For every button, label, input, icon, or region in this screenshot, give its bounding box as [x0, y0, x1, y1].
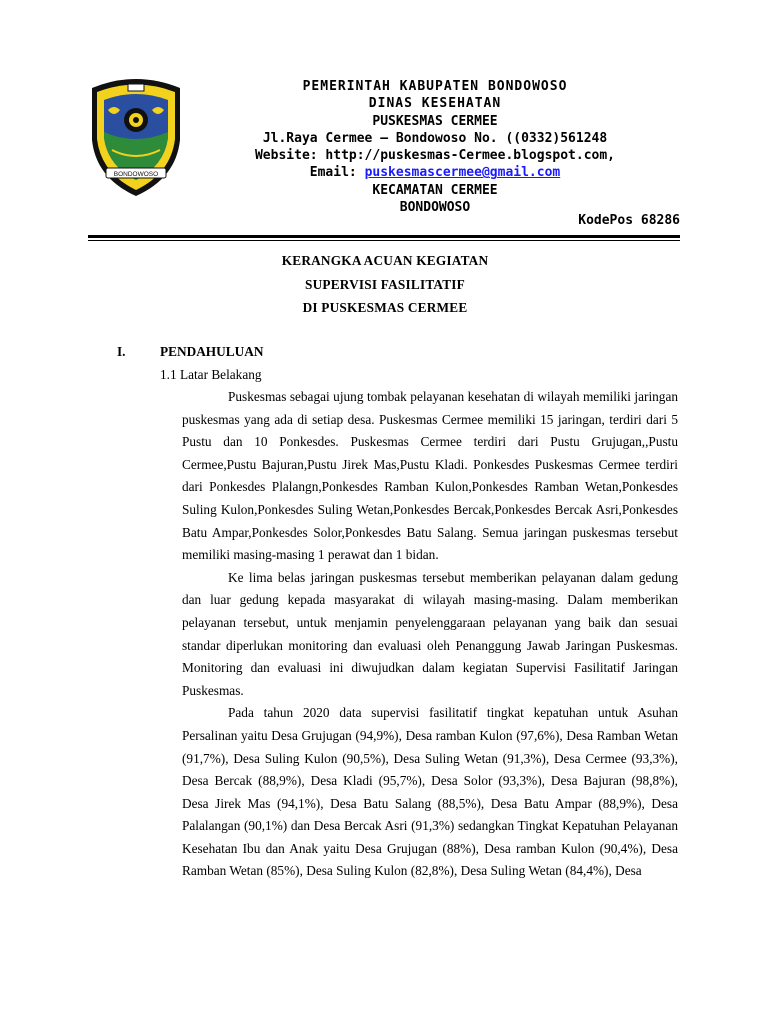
email-label: Email: [309, 165, 357, 181]
email-link[interactable]: puskesmascermee@gmail.com [364, 165, 561, 181]
document-title-line-3: DI PUSKESMAS CERMEE [302, 300, 468, 315]
section-title: PENDAHULUAN [160, 344, 264, 359]
letterhead-divider-thick [88, 235, 680, 238]
postal-code: KodePos 68286 [578, 213, 680, 228]
document-title-line-1: KERANGKA ACUAN KEGIATAN [281, 253, 489, 268]
letterhead-address: Jl.Raya Cermee – Bondowoso No. ((0332)561248 [262, 130, 608, 146]
paragraph: Ke lima belas jaringan puskesmas tersebut memberikan pelayanan dalam gedung dan luar gedung kepada masyarakat di wilayah masing-masing. Dalam memberikan pelayanan tersebut, untuk menjamin penyelenggaraan pelayanan yang baik dan sesuai standar diperlukan monitoring dan evaluasi oleh Penanggung Jawab Jaringan Puskesmas. Monitoring dan evaluasi ini diwujudkan dalam kegiatan Supervisi Fasilitatif Jaringan Puskesmas. [182, 569, 678, 698]
bondowoso-emblem-icon [84, 74, 188, 198]
emblem-text: BONDOWOSO [113, 171, 159, 178]
paragraph: Puskesmas sebagai ujung tombak pelayanan kesehatan di wilayah memiliki jaringan puskesmas yang ada di setiap desa. Puskesmas Cermee memiliki 15 jaringan, terdiri dari 5 Pustu dan 10 Ponkesdes. Puskesmas Cermee terdiri dari Pustu Grujugan,,Pustu Cermee,Pustu Bajuran,Pustu Jirek Mas,Pustu Kladi. Ponkesdes Puskesmas Cermee terdiri dari Ponkesdes Plalangn,Ponkesdes Ramban Kulon,Ponkesdes Ramban Wetan,Ponkesdes Suling Kulon,Ponkesdes Suling Wetan,Ponkesdes Bercak,Ponkesdes Bercak Asri,Ponkesdes Batu Ampar,Ponkesdes Solor,Ponkesdes Batu Salang. Semua jaringan puskesmas tersebut memiliki masing-masing 1 perawat dan 1 bidan. [182, 389, 678, 563]
section-number: I. [117, 344, 126, 359]
letterhead-regency: BONDOWOSO [399, 200, 471, 216]
paragraph: Pada tahun 2020 data supervisi fasilitatif tingkat kepatuhan untuk Asuhan Persalinan yaitu Desa Grujugan (94,9%), Desa ramban Kulon (97,6%), Desa Ramban Wetan (91,7%), Desa Suling Kulon (90,5%), Desa Suling Wetan (91,3%), Desa Cermee (93,3%), Desa Bercak (88,9%), Desa Kladi (95,7%), Desa Solor (93,3%), Desa Bajuran (98,8%), Desa Jirek Mas (94,1%), Desa Batu Salang (88,5%), Desa Batu Ampar (88,9%), Desa Palalangan (90,1%) dan Desa Bercak Asri (91,3%) sedangkan Tingkat Kepatuhan Pelayanan Kesehatan Ibu dan Anak yaitu Desa Grujugan (88%), Desa ramban Kulon (90,4%), Desa Ramban Wetan (85%), Desa Suling Kulon (82,8%), Desa Suling Wetan (84,4%), Desa [182, 705, 678, 879]
document-title-line-2: SUPERVISI FASILITATIF [304, 277, 465, 292]
letterhead-department: DINAS KESEHATAN [368, 96, 502, 112]
letterhead-divider-thin [88, 240, 680, 241]
body-text [182, 386, 678, 883]
letterhead-website: Website: http://puskesmas-Cermee.blogspot.com, [254, 148, 616, 164]
letterhead-government: PEMERINTAH KABUPATEN BONDOWOSO [302, 79, 568, 94]
subsection-title: 1.1 Latar Belakang [160, 367, 262, 382]
letterhead-email-line [190, 164, 680, 181]
letterhead-district: KECAMATAN CERMEE [372, 182, 498, 198]
letterhead-puskesmas: PUSKESMAS CERMEE [372, 113, 498, 129]
letterhead [190, 78, 680, 216]
